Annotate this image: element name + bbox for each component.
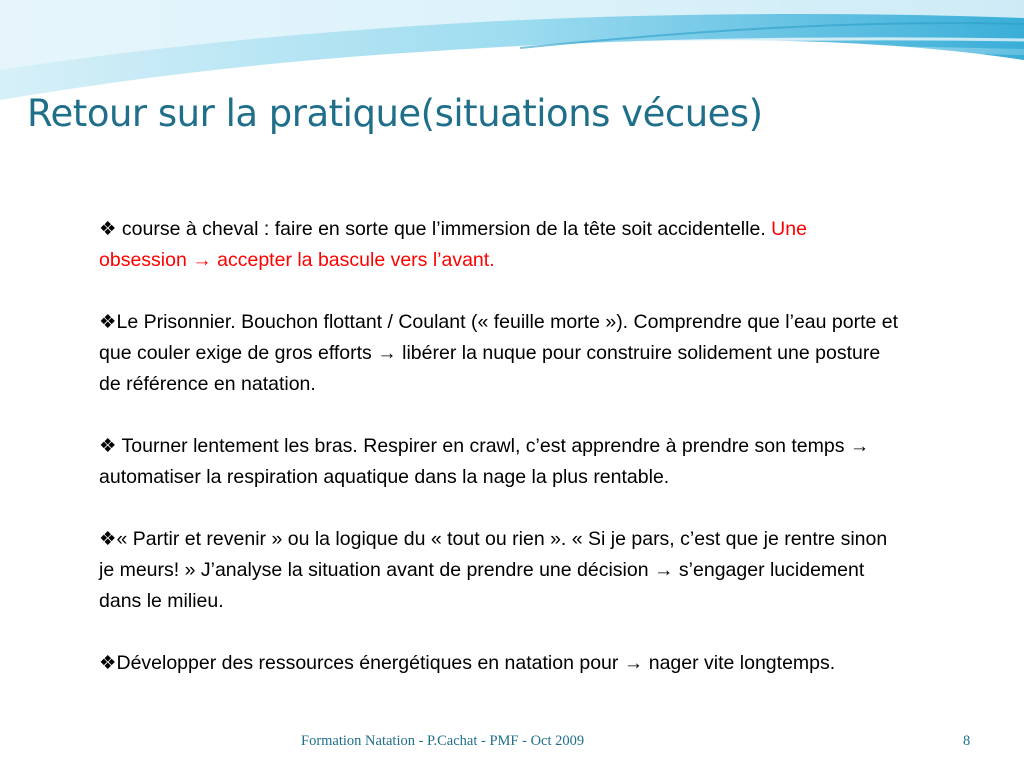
diamond-bullet-icon: ❖ — [99, 652, 117, 674]
bullet-list — [99, 214, 899, 679]
bullet-text-3: Tourner lentement les bras. Respirer en crawl, c’est apprendre à prendre son temps → automatiser la respiration aquatique dans la nage la plus rentable. — [99, 435, 870, 488]
bullet-item-3 — [99, 431, 899, 493]
bullet-text-2: Le Prisonnier. Bouchon flottant / Coulant (« feuille morte »). Comprendre que l’eau porte et que couler exige de gros efforts → libérer la nuque pour construire solidement une posture de référence en natation. — [99, 311, 899, 395]
diamond-bullet-icon: ❖ — [99, 218, 117, 240]
bullet-text-4: « Partir et revenir » ou la logique du « tout ou rien ». « Si je pars, c’est que je rentre sinon je meurs! » J’analyse la situation avant de prendre une décision → s’engager lucidement dans le milieu. — [99, 528, 888, 612]
diamond-bullet-icon: ❖ — [99, 311, 117, 333]
bullet-text-5: Développer des ressources énergétiques en natation pour → nager vite longtemps. — [116, 652, 836, 674]
footer-text: Formation Natation - P.Cachat - PMF - Oct 2009 — [301, 733, 585, 749]
bullet-highlight-1: Une obsession → accepter la bascule vers l’avant. — [99, 218, 807, 271]
bullet-item-5 — [99, 648, 899, 679]
bullet-item-1 — [99, 214, 899, 276]
page-number: 8 — [963, 733, 971, 749]
bullet-text-1: course à cheval : faire en sorte que l’immersion de la tête soit accidentelle. — [116, 218, 772, 240]
bullet-item-4 — [99, 524, 899, 617]
bullet-item-2 — [99, 307, 899, 400]
slide-title: Retour sur la pratique(situations vécues) — [27, 92, 763, 135]
diamond-bullet-icon: ❖ — [99, 528, 117, 550]
diamond-bullet-icon: ❖ — [99, 435, 117, 457]
